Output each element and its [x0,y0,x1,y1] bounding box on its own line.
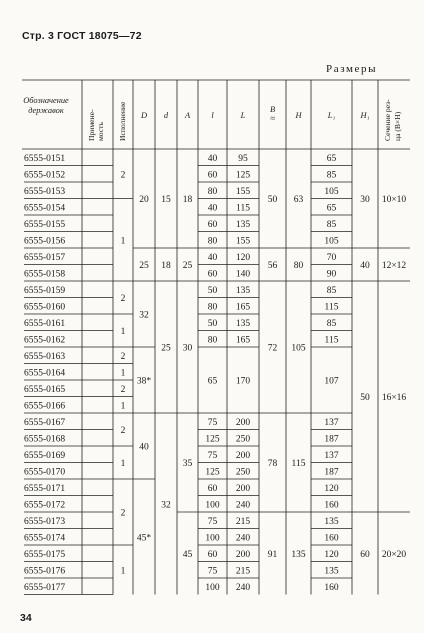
designation-cell: 6555-0168 [24,434,66,445]
designation-cell: 6555-0175 [24,550,66,560]
l1-cell: 160 [324,582,339,593]
designation-cell: 6555-0158 [24,269,66,280]
l1-cell: 160 [324,533,339,544]
designation-cell: 6555-0160 [24,302,66,313]
designation-cell: 6555-0173 [24,517,66,527]
l-cell: 75 [207,450,218,461]
execution-cell: 2 [120,508,126,519]
l1-cell: 107 [324,376,339,387]
column-header-d: d [163,111,169,120]
column-header-l: L [240,111,246,120]
d-diameter-cell: 20 [139,195,149,205]
h1-cell: 60 [360,549,370,560]
h-cell: 115 [291,459,306,469]
big-l-cell: 125 [235,170,251,181]
designation-cell: 6555-0157 [24,253,66,263]
l-cell: 100 [205,500,220,511]
l-cell: 80 [207,302,218,313]
l1-cell: 160 [324,500,339,511]
section-cell: 20×20 [381,549,407,560]
big-l-cell: 240 [235,533,251,544]
l-cell: 50 [207,285,218,296]
l-cell: 40 [207,252,218,263]
column-header-b-approx: ≈ [270,114,275,123]
execution-cell: 2 [120,351,126,362]
execution-cell: 2 [120,426,126,436]
a-cell: 45 [182,549,193,560]
b-cell: 56 [267,261,278,271]
l1-cell: 105 [324,186,339,197]
section-cell: 12×12 [381,261,407,271]
b-cell: 91 [267,549,278,560]
l1-cell: 137 [324,417,339,428]
designation-cell: 6555-0174 [24,533,66,544]
l1-cell: 135 [324,516,339,527]
big-l-cell: 155 [235,186,251,197]
designation-cell: 6555-0163 [24,352,66,362]
designation-cell: 6555-0176 [24,566,66,577]
l-cell: 60 [207,483,218,494]
execution-cell: 1 [120,566,126,577]
designation-cell: 6555-0171 [24,484,66,494]
designation-cell: 6555-0162 [24,335,66,346]
designation-cell: 6555-0177 [24,583,66,593]
big-l-cell: 115 [236,203,250,214]
a-cell: 18 [182,195,193,205]
b-cell: 50 [267,195,278,205]
execution-cell: 1 [120,327,126,337]
h-cell: 63 [293,195,304,205]
column-header-b: B [269,105,276,114]
h-cell: 135 [291,549,306,560]
b-cell: 78 [267,459,278,469]
big-l-cell: 200 [235,450,251,461]
l1-cell: 187 [324,467,339,478]
designation-cell: 6555-0166 [24,401,66,412]
designation-cell: 6555-0167 [24,418,66,428]
column-header-designation: Обозначение [23,96,69,105]
d-small-cell: 15 [161,195,171,205]
l-cell: 60 [207,269,218,280]
l1-cell: 85 [326,170,337,181]
l-cell: 60 [207,219,218,230]
l-cell: 80 [207,186,218,197]
big-l-cell: 120 [235,252,251,263]
execution-cell: 1 [120,401,126,412]
l1-cell: 90 [326,269,337,280]
execution-cell: 2 [120,384,126,395]
l1-cell: 137 [324,450,339,461]
l-cell: 80 [207,335,218,346]
big-l-cell: 215 [235,566,251,577]
designation-cell: 6555-0170 [24,467,66,478]
d-diameter-cell: 40 [139,442,149,453]
l1-cell: 85 [326,219,337,230]
column-header-execution: Исполнение [118,101,127,141]
designation-cell: 6555-0153 [24,187,66,197]
l1-cell: 120 [324,549,339,560]
d-diameter-cell: 25 [139,261,149,271]
column-header-h1: H₁ [360,111,370,120]
big-l-cell: 135 [235,318,251,329]
d-small-cell: 32 [161,500,171,511]
big-l-cell: 250 [235,434,251,445]
l-cell: 100 [205,533,220,544]
designation-cell: 6555-0161 [24,319,66,329]
execution-cell: 1 [120,459,126,469]
l1-cell: 187 [324,434,339,445]
b-cell: 72 [267,343,278,354]
designation-cell: 6555-0164 [24,368,66,379]
designation-cell: 6555-0151 [24,154,66,164]
l-cell: 75 [207,417,218,428]
l-cell: 40 [207,153,218,164]
l1-cell: 85 [326,318,337,329]
d-small-cell: 25 [161,343,171,354]
big-l-cell: 140 [235,269,251,280]
h1-cell: 40 [360,261,370,271]
big-l-cell: 170 [235,376,251,387]
big-l-cell: 200 [235,417,251,428]
column-header-section: Сечение рез- [383,99,392,141]
column-header-designation: державок [28,106,64,115]
big-l-cell: 250 [235,467,251,478]
l-cell: 100 [205,582,220,593]
designation-cell: 6555-0169 [24,451,66,461]
l-cell: 80 [207,236,218,247]
big-l-cell: 240 [235,500,251,511]
l1-cell: 115 [324,335,339,346]
big-l-cell: 155 [235,236,251,247]
designation-cell: 6555-0172 [24,500,66,511]
designation-cell: 6555-0155 [24,220,66,230]
a-cell: 35 [182,459,193,469]
l1-cell: 115 [324,302,339,313]
a-cell: 25 [182,261,193,271]
column-header-h: H [295,111,302,120]
big-l-cell: 135 [235,285,251,296]
h1-cell: 50 [360,393,370,403]
section-cell: 16×16 [381,393,407,403]
column-header-a: A [184,111,191,120]
l1-cell: 70 [326,252,337,263]
d-diameter-cell: 32 [139,310,149,321]
d-diameter-cell: 45* [136,533,152,544]
big-l-cell: 240 [235,582,251,593]
l-cell: 75 [207,566,218,577]
column-header-applicability: Примене- [87,109,96,141]
d-small-cell: 18 [161,261,171,271]
big-l-cell: 95 [238,153,248,164]
designation-cell: 6555-0156 [24,236,66,247]
page-header: Стр. 3 ГОСТ 18075—72 [22,30,142,42]
h1-cell: 30 [360,195,370,205]
sizes-heading: Размеры [326,63,378,75]
designation-cell: 6555-0165 [24,385,66,395]
l-cell: 125 [205,467,220,478]
l1-cell: 85 [326,285,337,296]
h-cell: 80 [293,261,304,271]
a-cell: 30 [182,343,193,354]
h-cell: 105 [291,343,306,354]
l-cell: 40 [207,203,218,214]
column-header-l: l [211,111,214,120]
l-cell: 50 [207,318,218,329]
section-cell: 10×10 [381,195,407,205]
l-cell: 60 [207,549,218,560]
big-l-cell: 200 [235,549,251,560]
column-header-section: ца (B×H) [393,111,402,141]
execution-cell: 2 [120,294,126,304]
l1-cell: 65 [326,153,337,164]
l-cell: 125 [205,434,220,445]
page-number: 34 [20,612,32,624]
l1-cell: 105 [324,236,339,247]
l1-cell: 65 [326,203,337,214]
designation-cell: 6555-0152 [24,170,66,181]
designation-cell: 6555-0154 [24,203,66,214]
l1-cell: 135 [324,566,339,577]
l1-cell: 120 [324,483,339,494]
big-l-cell: 165 [235,302,251,313]
big-l-cell: 165 [235,335,251,346]
big-l-cell: 200 [235,483,251,494]
column-header-l1: L₁ [327,111,336,120]
designation-cell: 6555-0159 [24,286,66,296]
l-cell: 60 [207,170,218,181]
l-cell: 65 [207,376,218,387]
d-diameter-cell: 38* [136,376,152,387]
column-header-d: D [140,111,148,120]
execution-cell: 1 [120,236,126,247]
l-cell: 75 [207,516,218,527]
big-l-cell: 215 [235,516,251,527]
big-l-cell: 135 [235,219,251,230]
column-header-applicability: мость [96,122,105,141]
execution-cell: 2 [120,170,126,181]
execution-cell: 1 [120,368,126,379]
